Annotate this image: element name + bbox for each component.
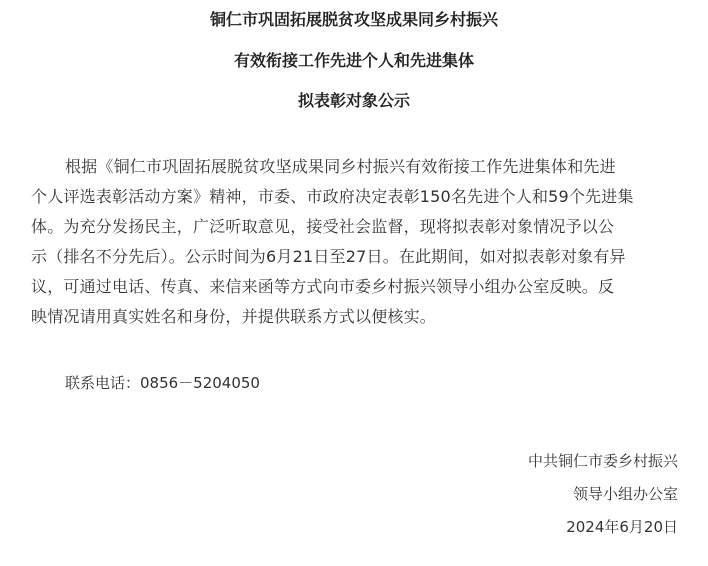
signature-org-line-1: 中共铜仁市委乡村振兴 — [527, 452, 678, 470]
body-line-4: 示（排名不分先后）。公示时间为6月21日至27日。在此期间，如对拟表彰对象有异 — [31, 247, 626, 266]
body-paragraph — [31, 152, 681, 332]
signature-date: 2024年6月20日 — [566, 518, 678, 536]
contact-phone: 联系电话：0856－5204050 — [65, 374, 260, 392]
body-line-3: 体。为充分发扬民主，广泛听取意见，接受社会监督，现将拟表彰对象情况予以公 — [31, 217, 615, 236]
body-line-1: 根据《铜仁市巩固拓展脱贫攻坚成果同乡村振兴有效衔接工作先进集体和先进 — [65, 157, 616, 176]
title-line-1: 铜仁市巩固拓展脱贫攻坚成果同乡村振兴 — [209, 10, 498, 29]
body-line-6: 映情况请用真实姓名和身份，并提供联系方式以便核实。 — [31, 307, 437, 326]
body-line-2: 个人评选表彰活动方案》精神，市委、市政府决定表彰150名先进个人和59个先进集 — [31, 187, 634, 206]
title-line-3: 拟表彰对象公示 — [297, 91, 410, 110]
title-line-2: 有效衔接工作先进个人和先进集体 — [233, 51, 474, 70]
body-line-5: 议，可通过电话、传真、来信来函等方式向市委乡村振兴领导小组办公室反映。反 — [31, 277, 615, 296]
signature-org-line-2: 领导小组办公室 — [572, 485, 678, 503]
